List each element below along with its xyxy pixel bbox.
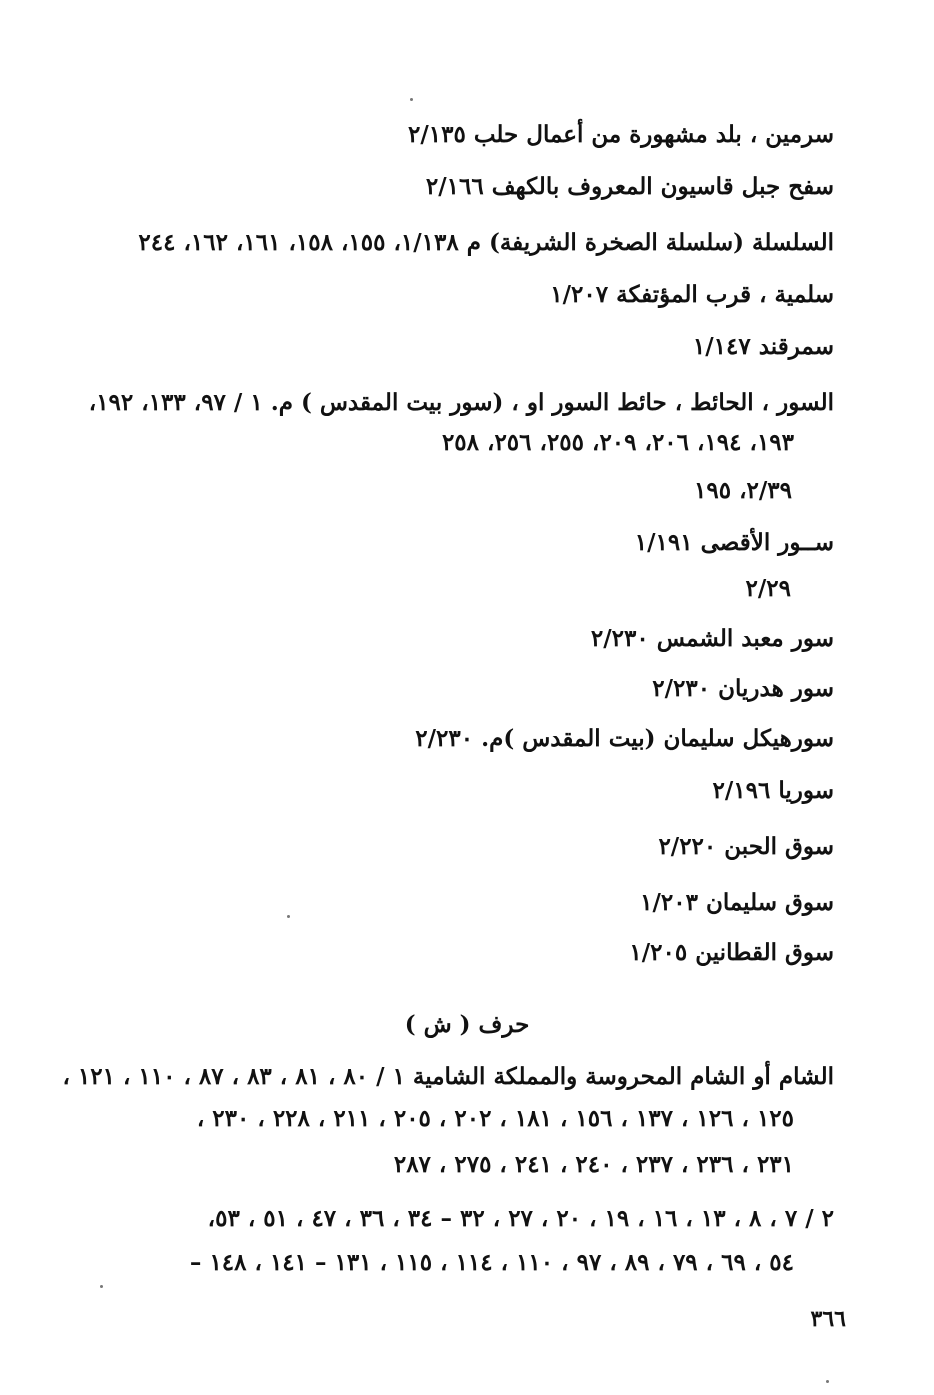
page-number: ٣٦٦: [810, 1306, 846, 1332]
index-entry-samarqand: سمرقند ١/١٤٧: [692, 333, 834, 360]
index-entry-suq-qattanin: سوق القطانين ١/٢٠٥: [629, 939, 834, 966]
index-entry-suq-sulayman: سوق سليمان ١/٢٠٣: [640, 889, 834, 916]
scan-speck: [410, 98, 413, 101]
scan-speck: [287, 915, 290, 918]
index-entry-sur-vol2: ٢/٣٩، ١٩٥: [694, 477, 792, 504]
index-entry-sarmin: سرمين ، بلد مشهورة من أعمال حلب ٢/١٣٥: [408, 121, 834, 148]
index-entry-silsila: السلسلة (سلسلة الصخرة الشريفة) م ١/١٣٨، ١٥٥، ١٥٨، ١٦١، ١٦٢، ٢٤٤: [138, 229, 834, 256]
index-entry-sur-continued: ١٩٣، ١٩٤، ٢٠٦، ٢٠٩، ٢٥٥، ٢٥٦، ٢٥٨: [441, 429, 794, 456]
index-entry-sur-hadrian: سور هدريان ٢/٢٣٠: [652, 675, 834, 702]
index-entry-sham-vol2: ٢ / ٧ ، ٨ ، ١٣ ، ١٦ ، ١٩ ، ٢٠ ، ٢٧ ، ٣٢ – ٣٤ ، ٣٦ ، ٤٧ ، ٥١ ، ٥٣،: [207, 1205, 834, 1232]
index-entry-salamiya: سلمية ، قرب المؤتفكة ١/٢٠٧: [550, 281, 834, 308]
index-entry-sur-maabad-shams: سور معبد الشمس ٢/٢٣٠: [590, 625, 834, 652]
index-entry-sur-haykal-sulayman: سورهيكل سليمان (بيت المقدس )م. ٢/٢٣٠: [415, 725, 834, 752]
index-entry-sham-continued-2: ٢٣١ ، ٢٣٦ ، ٢٣٧ ، ٢٤٠ ، ٢٤١ ، ٢٧٥ ، ٢٨٧: [393, 1151, 794, 1178]
index-entry-sur: السور ، الحائط ، حائط السور او ، (سور بيت المقدس ) م. ١ / ٩٧، ١٣٣، ١٩٢،: [88, 389, 834, 416]
index-entry-safh-qasiyun: سفح جبل قاسيون المعروف بالكهف ٢/١٦٦: [425, 173, 834, 200]
scan-speck: [826, 1380, 829, 1383]
index-entry-sham: الشام أو الشام المحروسة والمملكة الشامية ١ / ٨٠ ، ٨١ ، ٨٣ ، ٨٧ ، ١١٠ ، ١٢١ ،: [62, 1063, 834, 1090]
section-heading-shin: حرف ( ش ): [404, 1011, 530, 1038]
index-entry-sham-continued-1: ١٢٥ ، ١٢٦ ، ١٣٧ ، ١٥٦ ، ١٨١ ، ٢٠٢ ، ٢٠٥ ، ٢١١ ، ٢٢٨ ، ٢٣٠ ،: [196, 1105, 794, 1132]
index-entry-sham-vol2-continued: ٥٤ ، ٦٩ ، ٧٩ ، ٨٩ ، ٩٧ ، ١١٠ ، ١١٤ ، ١١٥ ، ١٣١ – ١٤١ ، ١٤٨ –: [189, 1249, 794, 1276]
index-entry-sur-aqsa-vol2: ٢/٢٩: [745, 575, 791, 602]
scan-speck: [100, 1285, 103, 1288]
index-entry-suq-hubn: سوق الحبن ٢/٢٢٠: [658, 833, 834, 860]
index-entry-sur-aqsa: ســور الأقصى ١/١٩١: [634, 529, 834, 556]
index-entry-suriya: سوريا ٢/١٩٦: [712, 777, 834, 804]
